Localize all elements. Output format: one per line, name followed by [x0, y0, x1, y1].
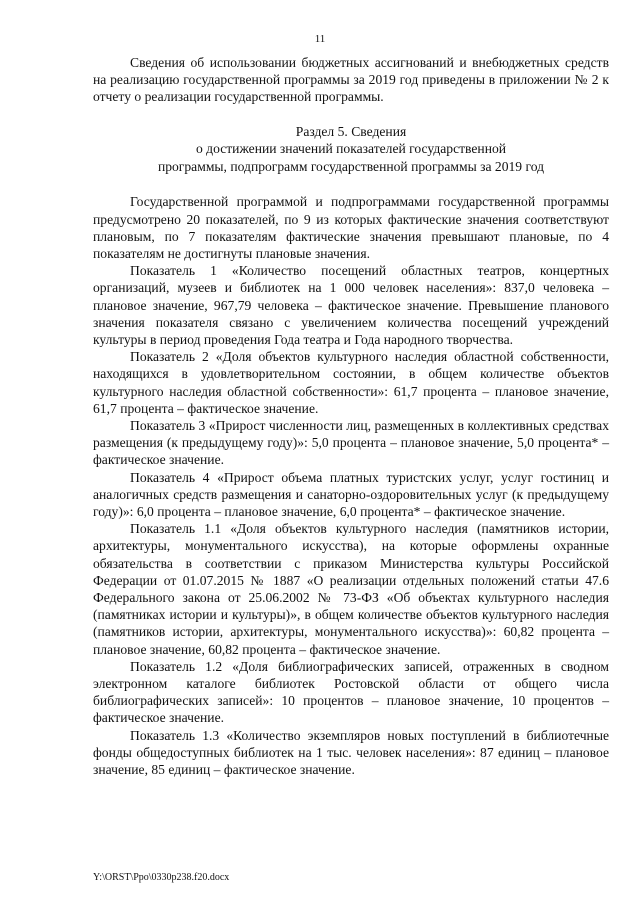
section-heading-line3: программы, подпрограмм государственной программы за 2019 год [157, 158, 545, 174]
document-body [93, 54, 609, 778]
paragraph-indicator-2: Показатель 2 «Доля объектов культурного наследия областной собственности, находящихся в удовлетворительном состоянии, в общем количестве объектов культурного наследия областной собственности»: 61,7 процента – плановое значение, 61,7 процента – фактическое значение. [93, 349, 609, 416]
paragraph-indicator-4: Показатель 4 «Прирост объема платных туристских услуг, услуг гостиниц и аналогичных средств размещения и санаторно-оздоровительных услуг (к предыдущему году)»: 6,0 процента – плановое значение, 6,0 процента* – фактическое значение. [93, 469, 609, 520]
intro-paragraph: Сведения об использовании бюджетных ассигнований и внебюджетных средств на реализацию государственной программы за 2019 год приведены в приложении № 2 к отчету о реализации государственной программы. [93, 55, 609, 105]
paragraph-indicator-1-3: Показатель 1.3 «Количество экземпляров новых поступлений в библиотечные фонды общедоступных библиотек на 1 тыс. человек населения»: 87 единиц – плановое значение, 85 единиц – фактическое значение. [93, 727, 609, 778]
heading-spacer [93, 175, 609, 193]
section-heading [93, 123, 609, 176]
paragraph-indicator-3: Показатель 3 «Прирост численности лиц, размещенных в коллективных средствах размещения (к предыдущему году)»: 5,0 процента – плановое значение, 5,0 процента* – фактическое значение. [93, 418, 609, 468]
section-heading-line1: Раздел 5. Сведения [295, 123, 407, 139]
section-heading-line2: о достижении значений показателей государственной [195, 141, 507, 157]
paragraph-summary: Государственной программой и подпрограммами государственной программы предусмотрено 20 показателей, по 9 из которых фактические значения соответствуют плановым, по 7 показателям фактические значения превышают плановые, по 4 показателям не достигнуты плановые значения. [93, 194, 609, 261]
page-number: 11 [314, 33, 326, 45]
paragraph-indicator-1: Показатель 1 «Количество посещений областных театров, концертных организаций, музеев и библиотек на 1 000 человек населения»: 837,0 человека – плановое значение, 967,79 человека – фактическое значение. Превышение планового значения показателя связано с увеличением количества посещений учреждений культуры в период проведения Года театра и Года народного творчества. [93, 263, 609, 348]
paragraph-indicator-1-2: Показатель 1.2 «Доля библиографических записей, отраженных в сводном электронном каталоге библиотек Ростовской области от общего числа библиографических записей»: 10 процентов – плановое значение, 10 процентов – фактическое значение. [93, 658, 609, 726]
footer-file-path: Y:\ORST\Ppo\0330p238.f20.docx [93, 872, 230, 883]
paragraph-indicator-1-1: Показатель 1.1 «Доля объектов культурного наследия (памятников истории, архитектуры, монументального искусства), на которые оформлены охранные обязательства в соответствии с приказом Министерства культуры Российской Федерации от 01.07.2015 № 1887 «О реализации отдельных положений статьи 47.6 Федерального закона от 25.06.2002 № 73-ФЗ «Об объектах культурного наследия (памятниках истории и культуры)», в общем количестве объектов культурного наследия (памятников истории, архитектуры, монументального искусства)»: 60,82 процента – плановое значение, 60,82 процента – фактическое значение. [93, 521, 609, 657]
